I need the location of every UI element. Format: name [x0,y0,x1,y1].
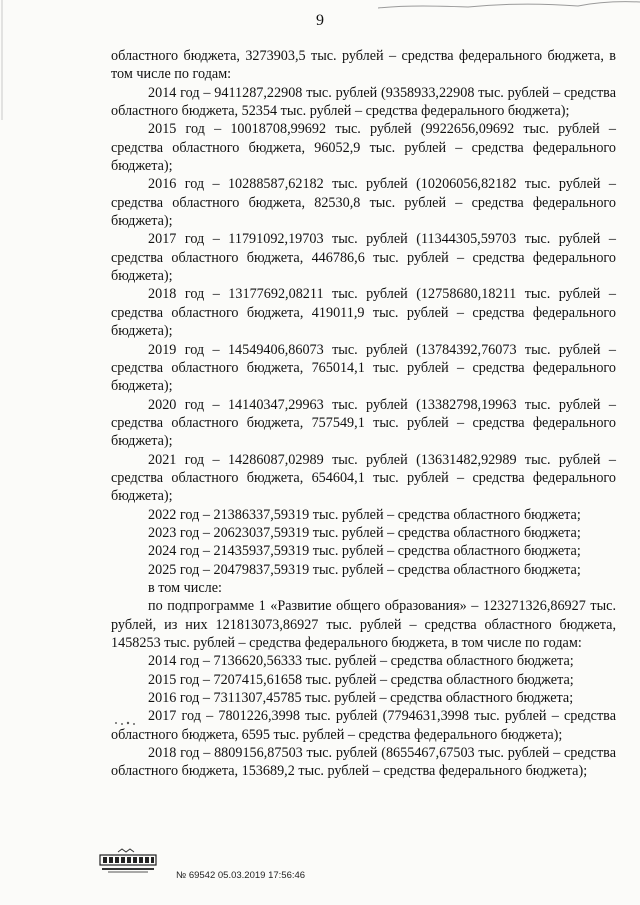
paragraph: 2017 год – 7801226,3998 тыс. рублей (7794631,3998 тыс. рублей – средства областного бюджета, 6595 тыс. рублей – средства федерального бюджета); [111,708,616,743]
registry-logo-icon [98,848,158,874]
page-number: 9 [316,12,324,29]
paragraph: 2018 год – 13177692,08211 тыс. рублей (12758680,18211 тыс. рублей – средства областного бюджета, 419011,9 тыс. рублей – средства федерального бюджета); [111,286,616,340]
paragraph: 2015 год – 10018708,99692 тыс. рублей (9922656,09692 тыс. рублей – средства областного бюджета, 96052,9 тыс. рублей – средства федерального бюджета); [111,121,616,175]
paragraph: 2025 год – 20479837,59319 тыс. рублей – средства областного бюджета; [148,561,581,578]
paragraph: 2019 год – 14549406,86073 тыс. рублей (13784392,76073 тыс. рублей – средства областного бюджета, 765014,1 тыс. рублей – средства федерального бюджета); [111,341,616,395]
scan-margin-dots [113,718,143,728]
document-body [111,47,616,781]
paragraph: 2018 год – 8809156,87503 тыс. рублей (8655467,67503 тыс. рублей – средства областного бюджета, 153689,2 тыс. рублей – средства федерального бюджета); [111,745,616,780]
paragraph: 2024 год – 21435937,59319 тыс. рублей – средства областного бюджета; [148,543,581,560]
paragraph: 2016 год – 10288587,62182 тыс. рублей (10206056,82182 тыс. рублей – средства областного бюджета, 82530,8 тыс. рублей – средства федерального бюджета); [111,176,616,230]
paragraph: по подпрограмме 1 «Развитие общего образования» – 123271326,86927 тыс. рублей, из них 121813073,86927 тыс. рублей – средства областного бюджета, 1458253 тыс. рублей – средства федерального бюджета, в том числе по годам: [111,598,616,651]
paragraph: 2015 год – 7207415,61658 тыс. рублей – средства областного бюджета; [148,671,574,688]
paragraph: в том числе: [148,579,222,596]
paragraph: 2020 год – 14140347,29963 тыс. рублей (13382798,19963 тыс. рублей – средства областного бюджета, 757549,1 тыс. рублей – средства федерального бюджета); [111,396,616,450]
registration-stamp: № 69542 05.03.2019 17:56:46 [176,870,306,881]
scan-top-mark [378,0,640,12]
paragraph: 2023 год – 20623037,59319 тыс. рублей – средства областного бюджета; [148,524,581,541]
paragraph: 2016 год – 7311307,45785 тыс. рублей – средства областного бюджета; [148,690,574,707]
paragraph: областного бюджета, 3273903,5 тыс. рублей – средства федерального бюджета, в том числе по годам: [111,48,616,83]
scan-left-edge [0,0,6,120]
paragraph: 2014 год – 9411287,22908 тыс. рублей (9358933,22908 тыс. рублей – средства областного бюджета, 52354 тыс. рублей – средства федерального бюджета); [111,84,616,120]
paragraph: 2014 год – 7136620,56333 тыс. рублей – средства областного бюджета; [148,653,574,670]
paragraph: 2017 год – 11791092,19703 тыс. рублей (11344305,59703 тыс. рублей – средства областного бюджета, 446786,6 тыс. рублей – средства федерального бюджета); [111,231,616,285]
paragraph: 2022 год – 21386337,59319 тыс. рублей – средства областного бюджета; [148,506,581,523]
paragraph: 2021 год – 14286087,02989 тыс. рублей (13631482,92989 тыс. рублей – средства областного бюджета, 654604,1 тыс. рублей – средства федерального бюджета); [111,451,616,505]
